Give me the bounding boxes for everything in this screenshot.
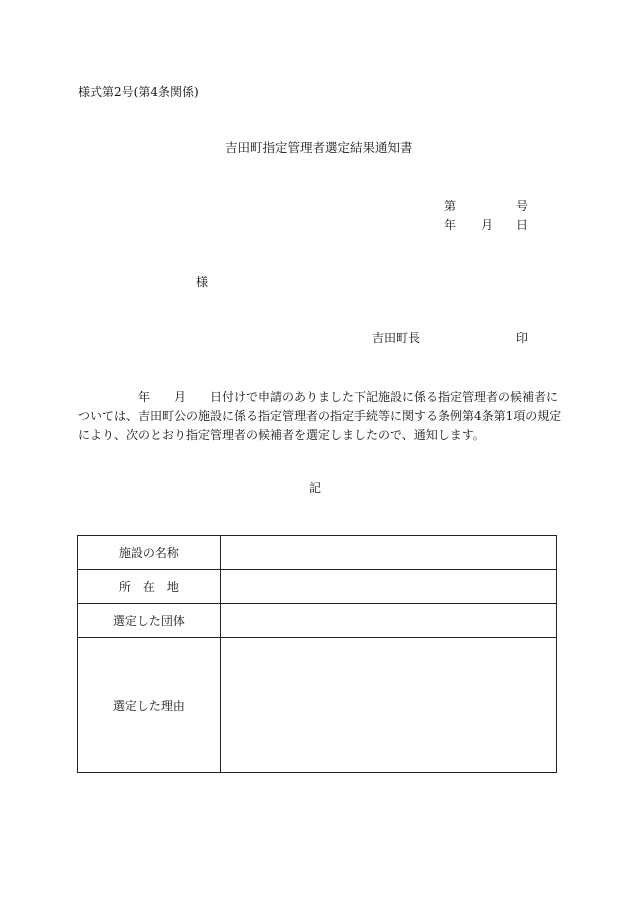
ki-heading: 記	[309, 481, 322, 495]
details-table	[77, 535, 557, 773]
selection-reason-label: 選定した理由	[78, 638, 221, 773]
selected-group-value	[220, 604, 556, 638]
notice-body-line: 年 月 日付けで申請のありました下記施設に係る指定管理者の候補者に	[78, 390, 559, 404]
date-year-label: 年	[444, 218, 457, 232]
selection-reason-value	[220, 638, 556, 773]
addressee-honorific: 様	[196, 275, 209, 289]
date-month-label: 月	[481, 218, 494, 232]
seal-mark: 印	[516, 331, 529, 345]
location-label: 所在地	[78, 570, 221, 604]
notice-body-line: ついては、吉田町公の施設に係る指定管理者の指定手続等に関する条例第4条第1項の規定	[78, 409, 562, 423]
location-value	[220, 570, 556, 604]
notice-body-line: により、次のとおり指定管理者の候補者を選定しましたので、通知します。	[78, 428, 485, 442]
document-title: 吉田町指定管理者選定結果通知書	[225, 140, 413, 155]
facility-name-label: 施設の名称	[78, 536, 221, 570]
sender-title: 吉田町長	[372, 331, 421, 345]
date-day-label: 日	[516, 218, 529, 232]
table-row	[78, 536, 557, 570]
document-number-prefix: 第	[444, 199, 457, 213]
document-number-suffix: 号	[516, 199, 529, 213]
selected-group-label: 選定した団体	[78, 604, 221, 638]
facility-name-value	[220, 536, 556, 570]
form-number: 様式第2号(第4条関係)	[78, 85, 199, 99]
table-row	[78, 570, 557, 604]
table-row	[78, 638, 557, 773]
table-row	[78, 604, 557, 638]
notice-body	[78, 388, 562, 445]
